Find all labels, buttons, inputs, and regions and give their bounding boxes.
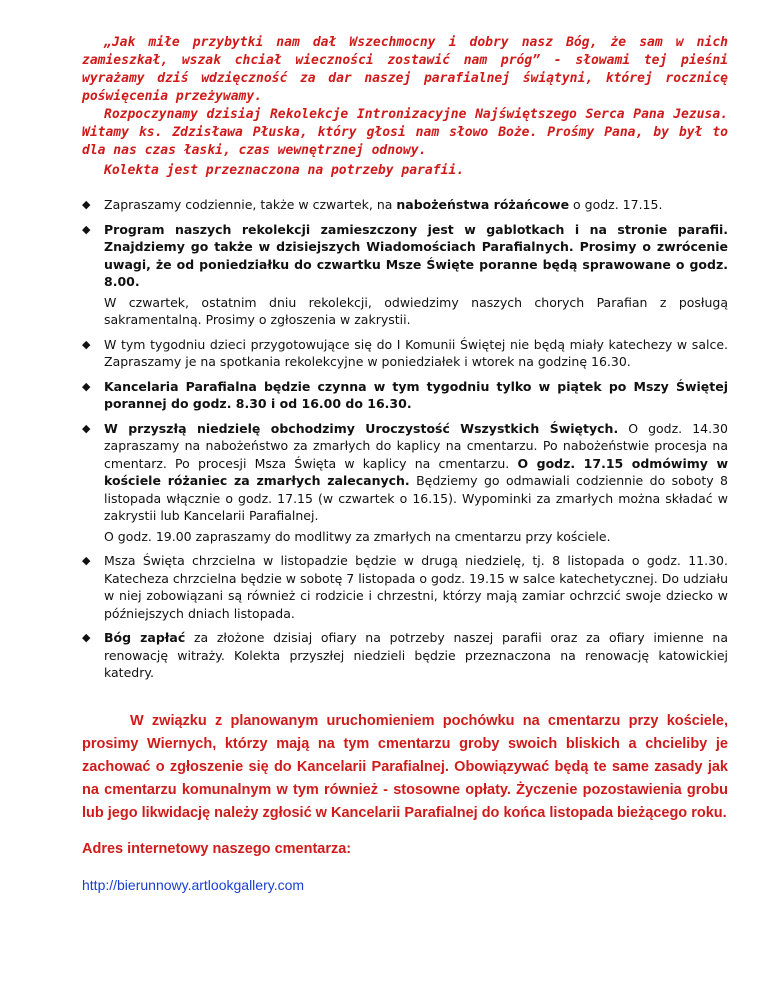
announcement-highlight: nabożeństwa różańcowe xyxy=(396,197,570,212)
cemetery-address-title: Adres internetowy naszego cmentarza: xyxy=(82,840,352,857)
intro-section xyxy=(82,34,728,180)
diamond-bullet-icon: ◆ xyxy=(82,554,91,567)
announcement-highlight: O godz. 17.15 odmówimy w kościele różaniec za zmarłych zalecanych. xyxy=(104,455,728,488)
intro-collection: Kolekta jest przeznaczona na potrzeby parafii. xyxy=(104,163,465,178)
announcement-subtext: W czwartek, ostatnim dniu rekolekcji, odwiedzimy naszych chorych Parafian z posługą sakramentalną. Prosimy o zgłoszenia w zakrystii. xyxy=(104,294,728,327)
diamond-bullet-icon: ◆ xyxy=(82,222,91,236)
announcement-item xyxy=(82,336,728,371)
announcement-item xyxy=(82,221,728,329)
cemetery-notice xyxy=(82,710,728,825)
diamond-bullet-icon: ◆ xyxy=(82,631,91,644)
cemetery-notice-text: W związku z planowanym uruchomieniem pochówku na cmentarzu przy kościele, prosimy Wiernych, którzy mają na tym cmentarzu groby swoich bliskich a chcieliby je zachować o zgłoszenie się do Kancelarii Parafialnej. Obowiązywać będą te same zasady jak na cmentarzu komunalnym w tym również - stosowne opłaty. Życzenie pozostawienia grobu lub jego likwidację należy zgłosić w Kancelarii Parafialnej do końca listopada bieżącego roku. xyxy=(82,712,728,821)
announcement-text: Kancelaria Parafialna będzie czynna w tym tygodniu tylko w piątek po Mszy Świętej porannej do godz. 8.30 i od 16.00 do 16.30. xyxy=(104,378,728,411)
intro-retreat: Rozpoczynamy dzisiaj Rekolekcje Intronizacyjne Najświętszego Serca Pana Jezusa. Witamy ks. Zdzisława Płuska, który głosi nam słowo Boże. Prośmy Pana, by był to dla nas czas łaski, czas wewnętrznej odnowy. xyxy=(82,107,728,158)
announcement-item xyxy=(82,420,728,546)
announcement-item xyxy=(82,378,728,413)
announcement-text: Będziemy go odmawiali codziennie do soboty 8 listopada włącznie o godz. 17.15 (w czwartek o 16.15). Wypominki za zmarłych można składać w zakrystii lub Kancelarii Parafialnej. xyxy=(104,473,728,523)
diamond-bullet-icon: ◆ xyxy=(82,337,91,351)
cemetery-address-link[interactable]: http://bierunnowy.artlookgallery.com xyxy=(82,876,305,893)
announcement-text: za złożone dzisiaj ofiary na potrzeby naszej parafii oraz za ofiary imienne na renowację witraży. Kolekta przyszłej niedzieli będzie przeznaczona na renowację katowickiej katedry. xyxy=(104,630,728,680)
announcement-highlight: Bóg zapłać xyxy=(104,630,186,645)
announcement-item xyxy=(82,552,728,622)
intro-quote: „Jak miłe przybytki nam dał Wszechmocny i dobry nasz Bóg, że sam w nich zamieszkał, wszak chciał wieczności zostawić nam próg” - słowami tej pieśni wyrażamy dziś wdzięczność za dar naszej parafialnej świątyni, której rocznicę poświęcenia przeżywamy. xyxy=(82,35,728,104)
announcement-item xyxy=(82,629,728,682)
announcement-text: Zapraszamy codziennie, także w czwartek, na xyxy=(104,197,397,212)
announcement-item xyxy=(82,196,728,214)
announcement-subtext: O godz. 19.00 zapraszamy do modlitwy za zmarłych na cmentarzu przy kościele. xyxy=(104,528,611,544)
diamond-bullet-icon: ◆ xyxy=(82,421,91,435)
announcement-text: O godz. 14.30 zapraszamy na nabożeństwo za zmarłych do kaplicy na cmentarzu. Po nabożeństwie procesja na cmentarz. Po procesji Msza Święta w kaplicy na cmentarzu. xyxy=(104,420,728,471)
diamond-bullet-icon: ◆ xyxy=(82,198,91,211)
announcement-text: Msza Święta chrzcielna w listopadzie będzie w drugą niedzielę, tj. 8 listopada o godz. 11.30. Katecheza chrzcielna będzie w sobotę 7 listopada o godz. 19.15 w salce katechetycznej. Do udziału w niej zobowiązani są również ci rodzicie i chrzestni, którzy mają zamiar ochrzcić swoje dziecko w późniejszych dniach listopada. xyxy=(104,553,728,621)
announcement-text: Program naszych rekolekcji zamieszczony jest w gablotkach i na stronie parafii. Znajdziemy go także w dzisiejszych Wiadomościach Parafialnych. Prosimy o zwrócenie uwagi, że od poniedziałku do czwartku Msze Święte poranne będą sprawowane o godz. 8.00. xyxy=(104,221,728,289)
diamond-bullet-icon: ◆ xyxy=(82,379,91,393)
announcements-list xyxy=(82,196,728,682)
announcement-text: o godz. 17.15. xyxy=(569,197,663,212)
announcement-text: W tym tygodniu dzieci przygotowujące się do I Komunii Świętej nie będą miały katechezy w salce. Zapraszamy je na spotkania rekolekcyjne w poniedziałek i wtorek na godzinę 16.30. xyxy=(104,336,728,369)
announcement-highlight: W przyszłą niedzielę obchodzimy Uroczystość Wszystkich Świętych. xyxy=(104,420,619,436)
